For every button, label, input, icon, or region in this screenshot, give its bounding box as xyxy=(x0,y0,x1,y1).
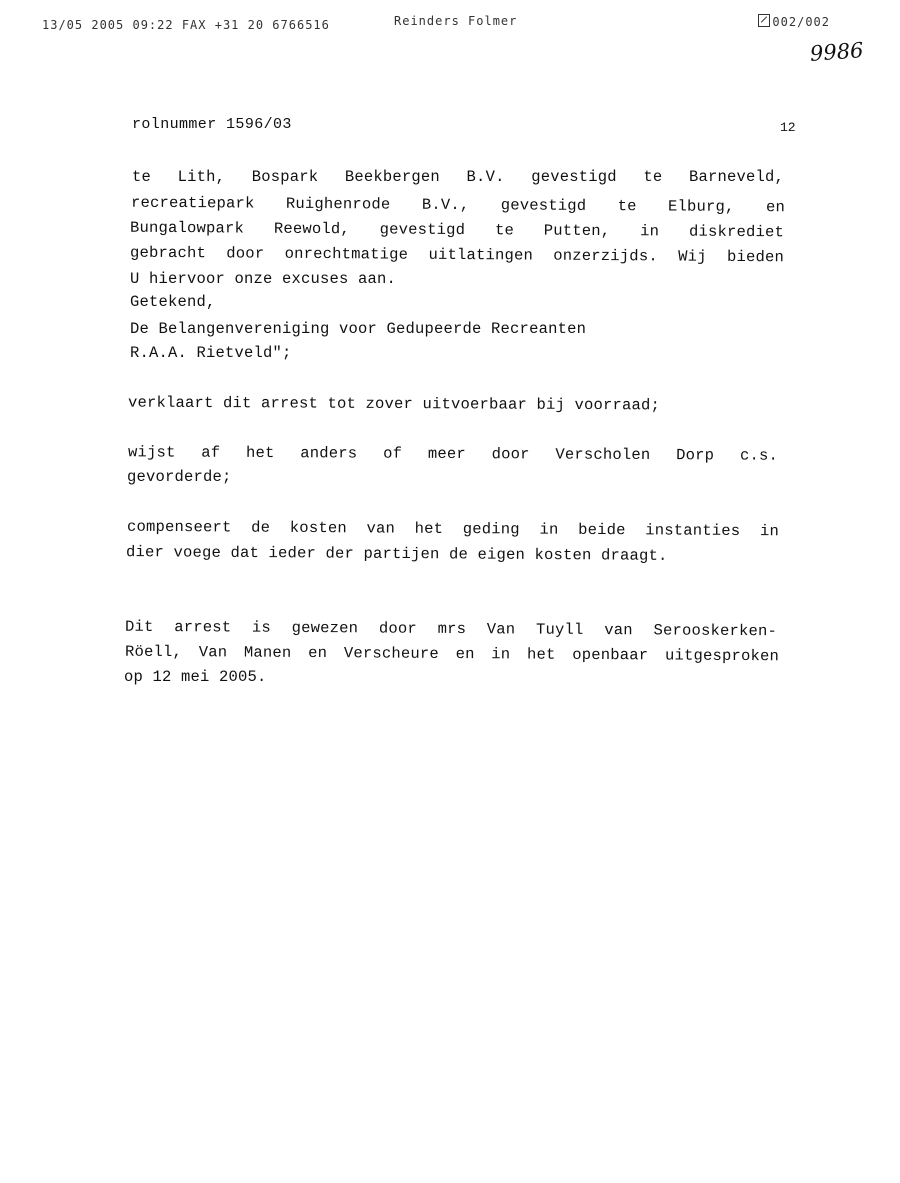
body-line: gebracht door onrechtmatige uitlatingen onzerzijds. Wij bieden xyxy=(129,243,785,267)
body-line: op 12 mei 2005. xyxy=(124,668,267,686)
fax-header xyxy=(42,14,870,34)
body-line: verklaart dit arrest tot zover uitvoerbaar bij voorraad; xyxy=(127,393,661,415)
page-number: 12 xyxy=(780,120,796,135)
body-line: wijst af het anders of meer door Verscholen Dorp c.s. xyxy=(127,443,779,465)
body-line: Getekend, xyxy=(130,293,216,311)
case-number: rolnummer 1596/03 xyxy=(132,116,292,133)
body-line: dier voege dat ieder der partijen de eigen kosten draagt. xyxy=(125,543,668,565)
fax-datetime-line: 13/05 2005 09:22 FAX +31 20 6766516 xyxy=(42,18,330,32)
body-line: U hiervoor onze excuses aan. xyxy=(130,270,397,288)
body-line: Dit arrest is gewezen door mrs Van Tuyll van Serooskerken- xyxy=(124,617,778,641)
handwritten-number: 9986 xyxy=(809,38,865,66)
body-line: R.A.A. Rietveld"; xyxy=(130,344,292,362)
body-line: compenseert de kosten van het geding in beide instanties in xyxy=(126,517,780,541)
body-line: Röell, Van Manen en Verscheure en in het openbaar uitgesproken xyxy=(124,642,780,666)
body-line: Bungalowpark Reewold, gevestigd te Putten, in diskrediet xyxy=(129,218,785,242)
body-line: gevorderde; xyxy=(127,468,232,486)
fax-page-icon xyxy=(758,14,770,27)
fax-page-counter-text: 002/002 xyxy=(772,15,830,29)
body-line: te Lith, Bospark Beekbergen B.V. gevestigd te Barneveld, xyxy=(132,168,784,186)
fax-page-counter xyxy=(758,14,830,29)
fax-sender: Reinders Folmer xyxy=(394,14,518,28)
body-line: De Belangenvereniging voor Gedupeerde Recreanten xyxy=(130,320,587,338)
body-line: recreatiepark Ruighenrode B.V., gevestigd te Elburg, en xyxy=(130,193,786,217)
